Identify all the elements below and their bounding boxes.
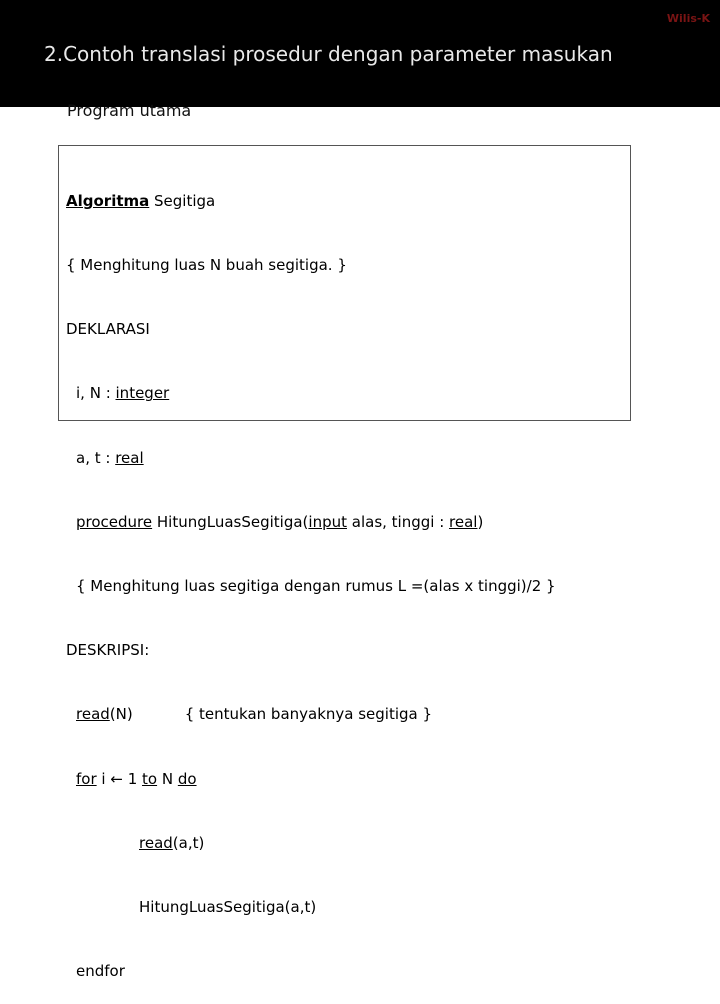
code-line-11 <box>66 833 556 854</box>
loop-start: 1 <box>122 769 143 788</box>
code-comment: { tentukan banyaknya segitiga } <box>184 705 433 724</box>
loop-end: N <box>157 769 178 788</box>
var-decl: i, N : <box>76 384 116 403</box>
read-args: (a,t) <box>172 833 205 852</box>
keyword-for: for <box>76 769 97 788</box>
keyword-do: do <box>177 769 197 788</box>
type-real: real <box>115 448 144 467</box>
type-integer: integer <box>115 384 170 403</box>
code-line-2: { Menghitung luas N buah segitiga. } <box>66 256 347 275</box>
code-line-5 <box>66 448 556 469</box>
keyword-read: read <box>76 705 110 724</box>
close-paren: ) <box>477 512 484 531</box>
code-line-10 <box>66 769 556 790</box>
code-line-3: DEKLARASI <box>66 320 150 339</box>
assign-arrow-icon: ← <box>110 769 123 788</box>
keyword-read: read <box>139 833 173 852</box>
var-decl: a, t : <box>76 448 116 467</box>
keyword-input: input <box>308 512 347 531</box>
read-args: (N) <box>109 705 133 724</box>
param-list: alas, tinggi : <box>347 512 450 531</box>
keyword-algoritma: Algoritma <box>66 191 150 210</box>
code-line-8: DESKRIPSI: <box>66 641 150 660</box>
procedure-name: HitungLuasSegitiga( <box>152 512 309 531</box>
code-line-6 <box>66 512 556 533</box>
slide-title: 2.Contoh translasi prosedur dengan parameter masukan <box>44 42 613 66</box>
pseudocode-block <box>66 148 556 1004</box>
code-line-13: endfor <box>76 962 125 981</box>
loop-var: i <box>96 769 111 788</box>
code-line-9 <box>66 704 556 725</box>
code-line-4 <box>66 383 556 404</box>
code-line-12: HitungLuasSegitiga(a,t) <box>139 898 317 917</box>
code-line-7: { Menghitung luas segitiga dengan rumus L =(alas x tinggi)/2 } <box>76 577 556 596</box>
author-label: Wilis-K <box>666 12 710 25</box>
type-real: real <box>449 512 478 531</box>
algorithm-name: Segitiga <box>149 191 216 210</box>
section-subtitle: Program utama <box>67 101 192 120</box>
code-line-1 <box>66 191 556 212</box>
keyword-to: to <box>142 769 158 788</box>
keyword-procedure: procedure <box>76 512 153 531</box>
